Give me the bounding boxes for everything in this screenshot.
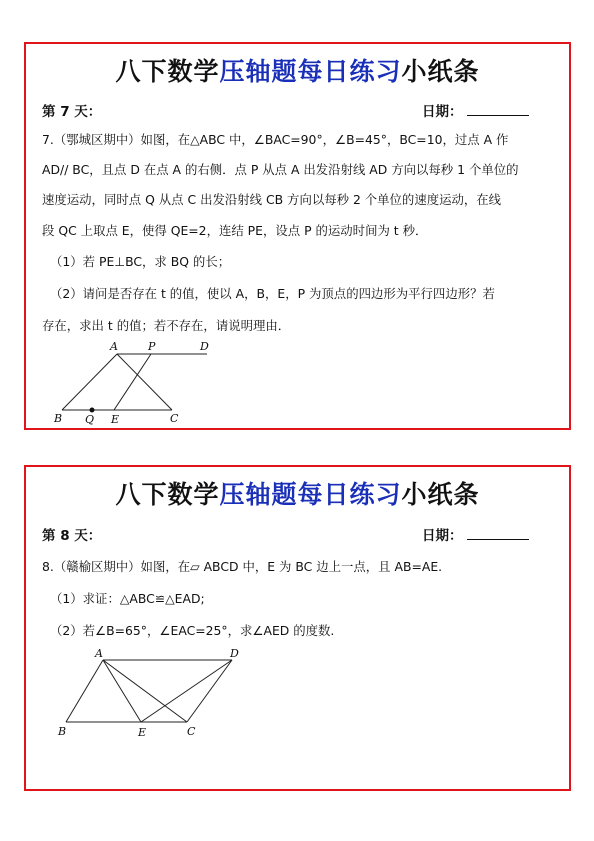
worksheet-card-day-8	[24, 465, 571, 791]
problem-line: 速度运动，同时点 Q 从点 C 出发沿射线 CB 方向以每秒 2 个单位的速度运动，在线	[42, 192, 502, 207]
day-label: 第 7 天：	[42, 104, 102, 120]
date-field	[422, 524, 529, 544]
label-e: E	[138, 726, 147, 739]
label-b: B	[54, 412, 63, 425]
segment-ab	[66, 660, 103, 722]
problem-line: 7.（鄂城区期中）如图，在△ABC 中，∠BAC=90°，∠B=45°，BC=10，过点 A 作	[42, 132, 509, 147]
label-d: D	[230, 647, 239, 660]
date-label: 日期：	[422, 528, 463, 544]
title-suffix: 小纸条	[401, 480, 480, 509]
label-b: B	[58, 725, 67, 738]
segment-pe	[114, 354, 151, 410]
problem-line: AD// BC，且点 D 在点 A 的右侧．点 P 从点 A 出发沿射线 AD 方向以每秒 1 个单位的	[42, 162, 519, 177]
label-q: Q	[85, 413, 95, 426]
problem-line: 8.（赣榆区期中）如图，在▱ ABCD 中，E 为 BC 边上一点，且 AB=AE.	[42, 559, 443, 574]
day-label: 第 8 天：	[42, 528, 102, 544]
title-highlight: 压轴题每日练习	[219, 480, 402, 509]
question-part-2: （2）请问是否存在 t 的值，使以 A，B，E，P 为顶点的四边形为平行四边形？若	[50, 286, 495, 301]
segment-ab	[62, 354, 117, 410]
date-blank-line	[467, 526, 529, 540]
segment-cd	[187, 660, 232, 722]
problem-line: 段 QC 上取点 E，使得 QE=2，连结 PE，设点 P 的运动时间为 t 秒．	[42, 223, 428, 238]
question-part-1: （1）求证：△ABC≌△EAD;	[50, 591, 205, 606]
title-prefix: 八下数学	[115, 57, 220, 86]
title-suffix: 小纸条	[401, 57, 480, 86]
geometry-figure-parallelogram	[52, 647, 252, 739]
geometry-figure-abc	[52, 340, 232, 426]
label-a: A	[110, 340, 118, 353]
card-title	[26, 52, 569, 88]
label-c: C	[170, 412, 179, 425]
point-q-dot	[90, 408, 95, 413]
card-title	[26, 475, 569, 511]
label-d: D	[200, 340, 209, 353]
label-a: A	[95, 647, 103, 660]
worksheet-card-day-7	[24, 42, 571, 430]
label-c: C	[187, 725, 196, 738]
question-part-2: （2）若∠B=65°，∠EAC=25°，求∠AED 的度数.	[50, 623, 335, 638]
date-blank-line	[467, 102, 529, 116]
title-highlight: 压轴题每日练习	[219, 57, 402, 86]
question-part-1: （1）若 PE⊥BC，求 BQ 的长；	[50, 254, 231, 269]
segment-ac	[117, 354, 172, 410]
date-label: 日期：	[422, 104, 463, 120]
label-e: E	[111, 413, 120, 426]
problem-line: 存在，求出 t 的值；若不存在，请说明理由．	[42, 318, 291, 333]
title-prefix: 八下数学	[115, 480, 220, 509]
date-field	[422, 100, 529, 120]
segment-ae	[103, 660, 141, 722]
segment-ed	[141, 660, 232, 722]
segment-ac	[103, 660, 187, 722]
label-p: P	[148, 340, 156, 353]
